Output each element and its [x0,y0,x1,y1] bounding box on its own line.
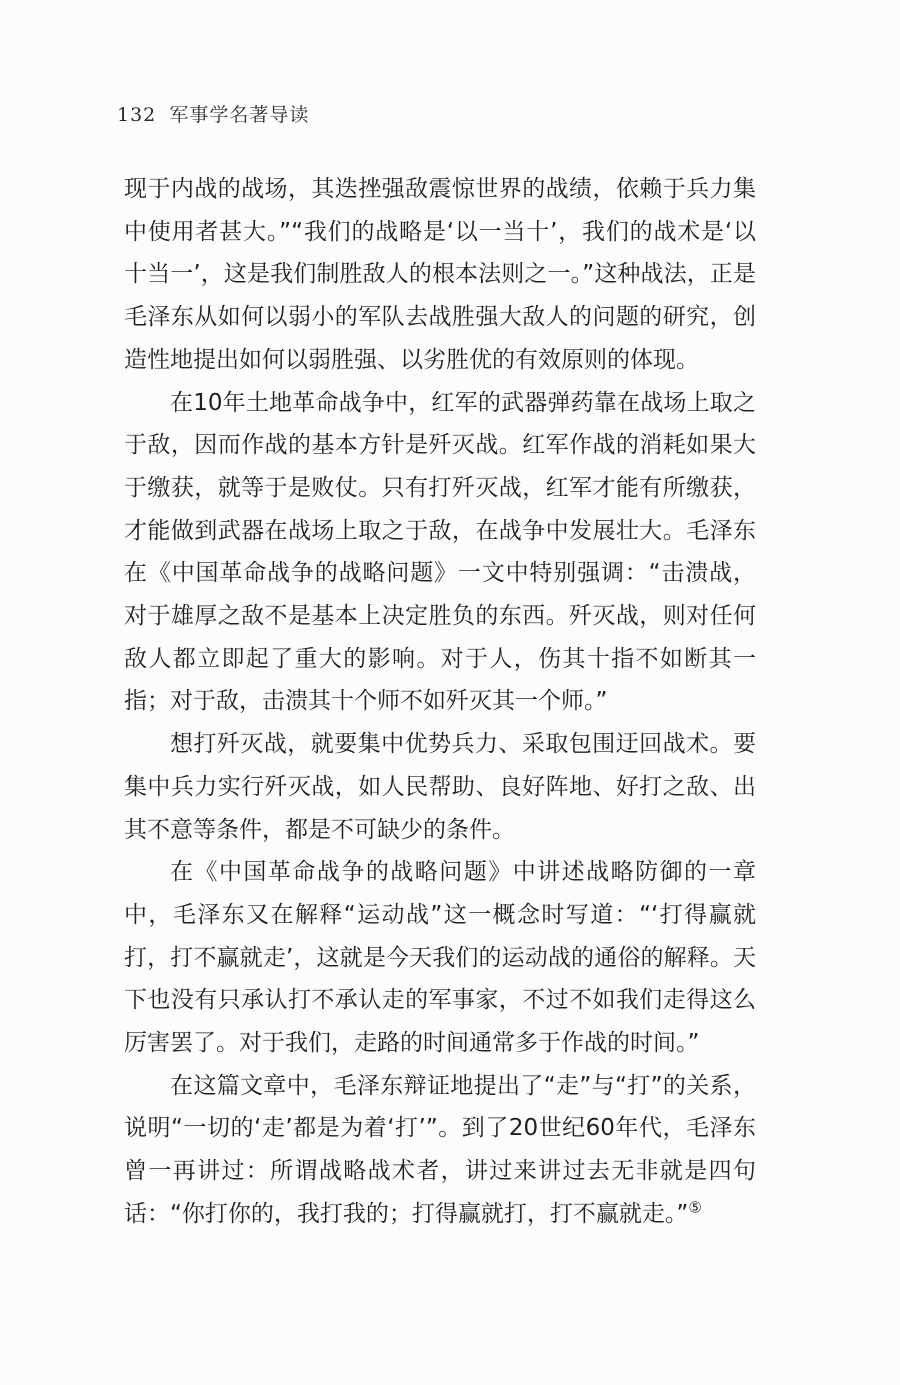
paragraph-2: 在10年土地革命战争中，红军的武器弹药靠在战场上取之于敌，因而作战的基本方针是歼灭战。红军作战的消耗如果大于缴获，就等于是败仗。只有打歼灭战，红军才能有所缴获，才能做到武器在战场上取之于敌，在战争中发展壮大。毛泽东在《中国革命战争的战略问题》一文中特别强调：“击溃战，对于雄厚之敌不是基本上决定胜负的东西。歼灭战，则对任何敌人都立即起了重大的影响。对于人，伤其十指不如断其一指；对于敌，击溃其十个师不如歼灭其一个师。” [124,389,756,715]
running-head [117,100,309,127]
paragraph-5 [124,1065,756,1236]
paragraph-1: 现于内战的战场，其迭挫强敌震惊世界的战绩，依赖于兵力集中使用者甚大。”“我们的战略是‘以一当十’，我们的战术是‘以十当一’，这是我们制胜敌人的根本法则之一。”这种战法，正是毛泽东从如何以弱小的军队去战胜强大敌人的问题的研究，创造性地提出如何以弱胜强、以劣胜优的有效原则的体现。 [124,176,756,373]
body-text [124,168,756,1236]
paragraph-3: 想打歼灭战，就要集中优势兵力、采取包围迂回战术。要集中兵力实行歼灭战，如人民帮助、良好阵地、好打之敌、出其不意等条件，都是不可缺少的条件。 [124,731,756,843]
paragraph-5-text: 在这篇文章中，毛泽东辩证地提出了“走”与“打”的关系，说明“一切的‘走’都是为着‘打’”。到了20世纪60年代，毛泽东曾一再讲过：所谓战略战术者，讲过来讲过去无非就是四句话：“你打你的，我打我的；打得赢就打，打不赢就走。” [124,1072,756,1227]
paragraph-4: 在《中国革命战争的战略问题》中讲述战略防御的一章中，毛泽东又在解释“运动战”这一概念时写道：“‘打得赢就打，打不赢就走’，这就是今天我们的运动战的通俗的解释。天下也没有只承认打不承认走的军事家，不过不如我们走得这么厉害罢了。对于我们，走路的时间通常多于作战的时间。” [124,859,756,1057]
footnote-marker: ⑤ [688,1198,702,1217]
book-title: 军事学名著导读 [169,104,310,126]
page-number: 132 [117,104,157,126]
